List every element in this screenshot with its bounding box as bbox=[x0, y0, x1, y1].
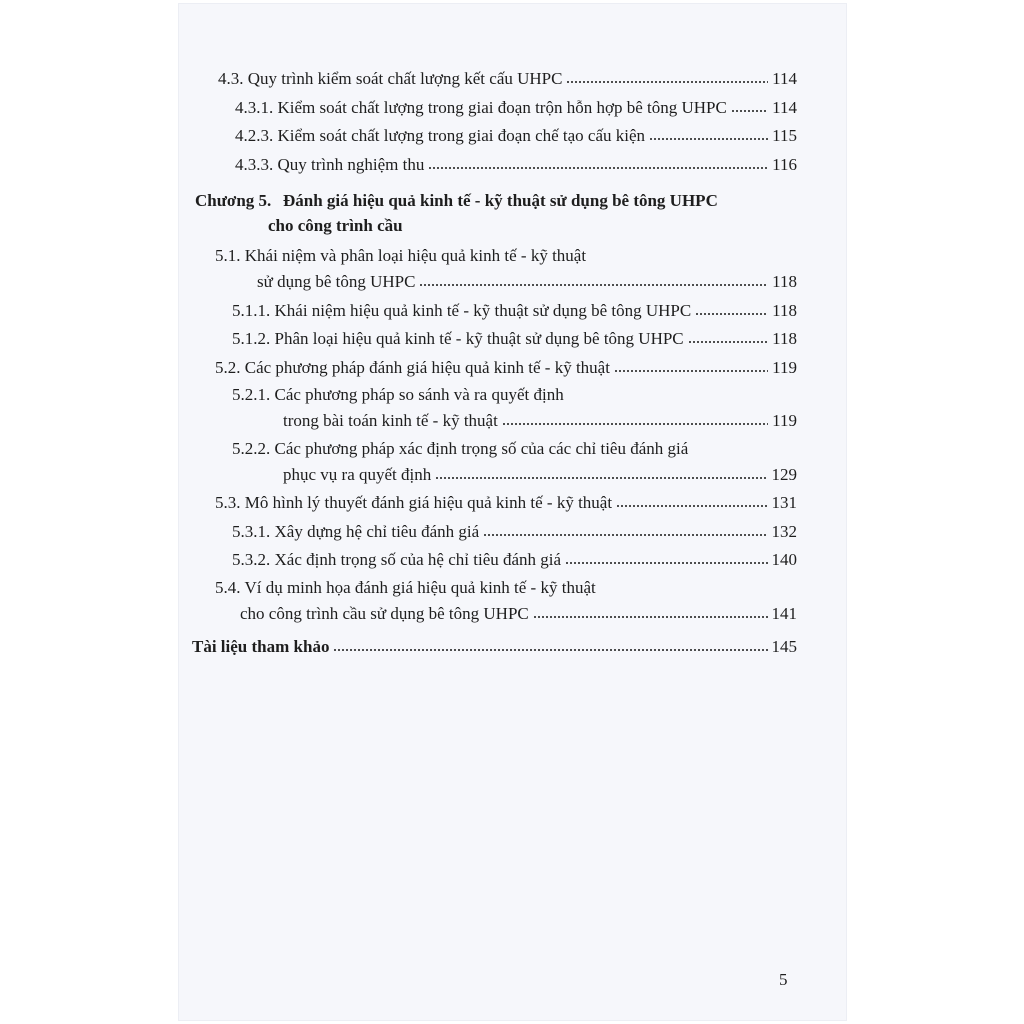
toc-entry-5-2-2-line1: 5.2.2. Các phương pháp xác định trọng số của các chỉ tiêu đánh giá bbox=[232, 439, 689, 458]
toc-entry-title: 5.3.1. Xây dựng hệ chỉ tiêu đánh giá bbox=[232, 522, 480, 541]
toc-page-number: 114 bbox=[772, 98, 797, 117]
chapter-5-title-line1: Đánh giá hiệu quả kinh tế - kỹ thuật sử dụng bê tông UHPC bbox=[283, 191, 718, 210]
dot-leader bbox=[502, 422, 768, 426]
toc-page-number: 140 bbox=[771, 550, 797, 569]
toc-entry-title: 5.3. Mô hình lý thuyết đánh giá hiệu quả kinh tế - kỹ thuật bbox=[215, 493, 613, 512]
toc-entry-5-3 bbox=[215, 493, 797, 513]
toc-entry-title: Tài liệu tham khảo bbox=[192, 637, 330, 656]
toc-entry-title: 5.3.2. Xác định trọng số của hệ chỉ tiêu đánh giá bbox=[232, 550, 562, 569]
toc-entry-title: 4.3.3. Quy trình nghiệm thu bbox=[235, 155, 425, 174]
toc-entry-title: cho công trình cầu sử dụng bê tông UHPC bbox=[240, 604, 529, 623]
chapter-5-title-line2: cho công trình cầu bbox=[268, 216, 403, 235]
toc-page-number: 129 bbox=[771, 465, 797, 484]
toc-page-number: 141 bbox=[771, 604, 797, 623]
toc-entry-5-3-1 bbox=[232, 522, 797, 542]
toc-entry-title: 5.1.2. Phân loại hiệu quả kinh tế - kỹ thuật sử dụng bê tông UHPC bbox=[232, 329, 684, 348]
toc-entry-title: phục vụ ra quyết định bbox=[283, 465, 432, 484]
dot-leader bbox=[435, 476, 767, 480]
toc-entry-5-2-2 bbox=[283, 465, 797, 485]
dot-leader bbox=[731, 109, 768, 113]
toc-entry-title: 4.2.3. Kiểm soát chất lượng trong giai đoạn chế tạo cấu kiện bbox=[235, 126, 646, 145]
toc-entry-title: 5.1.1. Khái niệm hiệu quả kinh tế - kỹ thuật sử dụng bê tông UHPC bbox=[232, 301, 692, 320]
dot-leader bbox=[533, 615, 768, 619]
toc-entry-5-4 bbox=[240, 604, 797, 624]
dot-leader bbox=[688, 340, 768, 344]
dot-leader bbox=[566, 80, 768, 84]
toc-entry-title: trong bài toán kinh tế - kỹ thuật bbox=[283, 411, 498, 430]
page-number: 5 bbox=[779, 970, 788, 989]
dot-leader bbox=[428, 166, 768, 170]
dot-leader bbox=[483, 533, 767, 537]
toc-entry-5-2-1-line1: 5.2.1. Các phương pháp so sánh và ra quyết định bbox=[232, 385, 564, 404]
toc-page-number: 119 bbox=[772, 411, 797, 430]
book-page bbox=[179, 4, 846, 1020]
dot-leader bbox=[565, 561, 767, 565]
toc-page-number: 116 bbox=[772, 155, 797, 174]
toc-entry-5-2-1 bbox=[283, 411, 797, 431]
toc-page-number: 118 bbox=[772, 329, 797, 348]
dot-leader bbox=[649, 137, 768, 141]
dot-leader bbox=[614, 369, 768, 373]
toc-entry-5-4-line1: 5.4. Ví dụ minh họa đánh giá hiệu quả kinh tế - kỹ thuật bbox=[215, 578, 596, 597]
toc-entry-4-3-1 bbox=[235, 98, 797, 118]
toc-entry-references bbox=[192, 637, 797, 657]
toc-page-number: 119 bbox=[772, 358, 797, 377]
toc-entry-5-1 bbox=[257, 272, 797, 292]
toc-page-number: 118 bbox=[772, 301, 797, 320]
toc-entry-title: 4.3. Quy trình kiểm soát chất lượng kết cấu UHPC bbox=[218, 69, 563, 88]
toc-entry-5-1-2 bbox=[232, 329, 797, 349]
toc-page-number: 145 bbox=[771, 637, 797, 656]
toc-page-number: 114 bbox=[772, 69, 797, 88]
toc-page-number: 131 bbox=[771, 493, 797, 512]
dot-leader bbox=[333, 648, 767, 652]
toc-entry-5-2 bbox=[215, 358, 797, 378]
dot-leader bbox=[616, 504, 767, 508]
toc-entry-title: sử dụng bê tông UHPC bbox=[257, 272, 416, 291]
toc-entry-5-3-2 bbox=[232, 550, 797, 570]
dot-leader bbox=[419, 283, 768, 287]
toc-entry-title: 5.2. Các phương pháp đánh giá hiệu quả kinh tế - kỹ thuật bbox=[215, 358, 610, 377]
toc-entry-4-2-3 bbox=[235, 126, 797, 146]
toc-entry-5-1-line1: 5.1. Khái niệm và phân loại hiệu quả kinh tế - kỹ thuật bbox=[215, 246, 587, 265]
toc-page-number: 132 bbox=[771, 522, 797, 541]
toc-entry-4-3-3 bbox=[235, 155, 797, 175]
toc-entry-4-3 bbox=[218, 69, 797, 89]
toc-entry-title: 4.3.1. Kiểm soát chất lượng trong giai đoạn trộn hỗn hợp bê tông UHPC bbox=[235, 98, 727, 117]
chapter-5-number: Chương 5. bbox=[195, 191, 272, 210]
toc-entry-5-1-1 bbox=[232, 301, 797, 321]
dot-leader bbox=[695, 312, 768, 316]
toc-page-number: 118 bbox=[772, 272, 797, 291]
toc-page-number: 115 bbox=[772, 126, 797, 145]
